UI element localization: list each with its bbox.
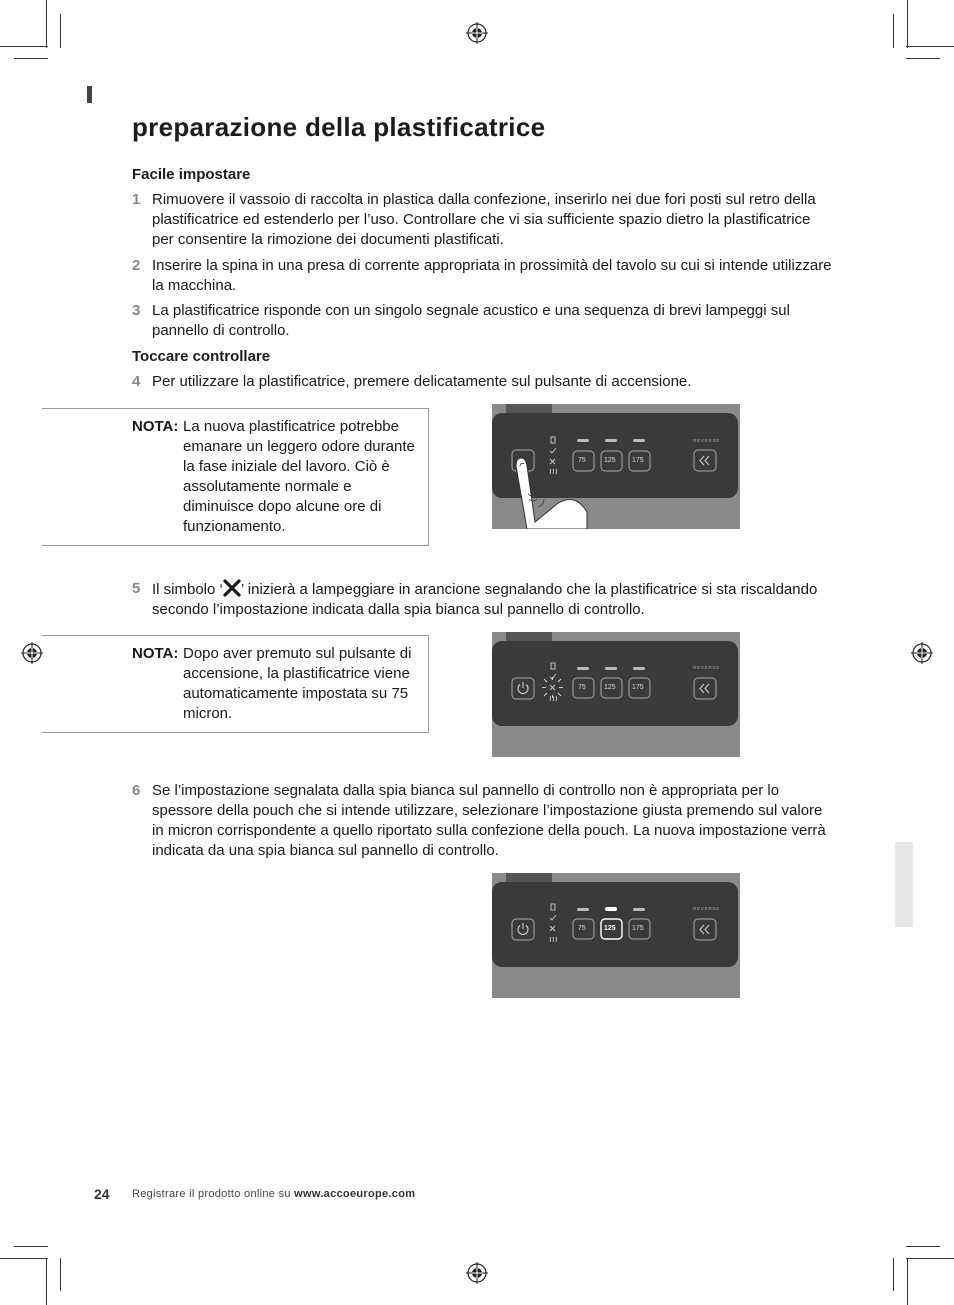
crop-mark xyxy=(906,1258,954,1259)
crop-mark xyxy=(46,1258,47,1305)
step-text: La plastificatrice risponde con un singolo segnale acustico e una sequenza di brevi lampeggi sul pannello di controllo. xyxy=(152,302,790,339)
note-label: NOTA: xyxy=(132,645,179,662)
laminator-slot xyxy=(506,632,552,641)
note-text: La nuova plastificatrice potrebbe emanare un leggero odore durante la fase iniziale del lavoro. Ciò è assolutamente normale e diminuisce dopo alcune ore di funzionamento. xyxy=(183,418,415,535)
crop-mark xyxy=(893,14,894,48)
step-number: 4 xyxy=(132,373,141,390)
crop-mark xyxy=(907,1258,908,1305)
crop-mark xyxy=(906,46,954,47)
step-text-part: ’ inizierà a lampeggiare in arancione segnalando che la plastificatrice si sta riscaldando secondo l’impostazione indicata dalla spia bianca sul pannello di controllo. xyxy=(152,581,818,618)
note-label: NOTA: xyxy=(132,418,179,435)
step-text: Per utilizzare la plastificatrice, premere delicatamente sul pulsante di accensione. xyxy=(152,373,692,390)
crop-mark xyxy=(14,58,48,59)
control-panel-illustration xyxy=(492,404,740,529)
note-box xyxy=(42,408,429,546)
crop-mark xyxy=(893,1258,894,1291)
control-panel-illustration xyxy=(492,873,740,998)
registration-mark-icon xyxy=(911,642,933,664)
section-heading-touch: Toccare controllare xyxy=(132,348,271,365)
section-heading-setup: Facile impostare xyxy=(132,166,251,183)
step-text-part: Il simbolo ‘ xyxy=(152,581,223,598)
step-number: 3 xyxy=(132,302,141,319)
step-number: 2 xyxy=(132,257,141,274)
step-6 xyxy=(132,781,832,861)
step-number: 1 xyxy=(132,191,141,208)
crop-mark xyxy=(60,1258,61,1291)
step-number: 5 xyxy=(132,580,141,597)
indicator-leds xyxy=(577,667,645,670)
step-1 xyxy=(132,190,832,250)
micron-75-label: 75 xyxy=(578,684,586,691)
micron-125-label: 125 xyxy=(604,684,616,691)
step-2 xyxy=(132,256,832,296)
footer-url-link[interactable]: www.accoeurope.com xyxy=(294,1188,416,1200)
laminator-slot xyxy=(506,404,552,413)
page-number: 24 xyxy=(94,1186,110,1202)
micron-175-label: 175 xyxy=(632,457,644,464)
language-tab-marker xyxy=(87,86,92,103)
crop-mark xyxy=(0,1258,48,1259)
micron-125-label: 125 xyxy=(604,925,616,932)
heating-x-icon xyxy=(223,579,241,597)
step-text: Rimuovere il vassoio di raccolta in plastica dalla confezione, inserirlo nei due fori posti sul retro della plastificatrice ed estenderlo per l’uso. Controllare che vi sia sufficiente spazio dietro la plastificatrice per consentire la rimozione dei documenti plastificati. xyxy=(152,191,816,248)
step-5 xyxy=(132,579,832,619)
micron-75-label: 75 xyxy=(578,457,586,464)
control-panel-illustration xyxy=(492,632,740,757)
step-text: Se l’impostazione segnalata dalla spia bianca sul pannello di controllo non è appropriata per lo spessore della pouch che si intende utilizzare, selezionare l’impostazione giusta premendo sul valore in micron corrispondente a quello riportato sulla confezione della pouch. La nuova impostazione verrà indicata da una spia bianca sul pannello di controllo. xyxy=(152,782,826,859)
reverse-label: REVERSE xyxy=(693,906,721,911)
indicator-leds xyxy=(577,439,645,442)
crop-mark xyxy=(60,14,61,48)
crop-mark xyxy=(14,1246,48,1247)
registration-mark-icon xyxy=(466,22,488,44)
step-text: Inserire la spina in una presa di corrente appropriata in prossimità del tavolo su cui si intende utilizzare la macchina. xyxy=(152,257,832,294)
micron-175-label: 175 xyxy=(632,925,644,932)
registration-mark-icon xyxy=(21,642,43,664)
micron-175-label: 175 xyxy=(632,684,644,691)
step-text xyxy=(152,579,832,620)
micron-75-label: 75 xyxy=(578,925,586,932)
crop-mark xyxy=(906,58,940,59)
footer-text-label: Registrare il prodotto online su xyxy=(132,1188,295,1200)
footer-text xyxy=(132,1188,415,1200)
registration-mark-icon xyxy=(466,1262,488,1284)
crop-mark xyxy=(46,0,47,48)
micron-125-label: 125 xyxy=(604,457,616,464)
reverse-label: REVERSE xyxy=(693,438,721,443)
step-4 xyxy=(132,372,832,392)
note-box xyxy=(42,635,429,733)
crop-mark xyxy=(907,0,908,48)
laminator-slot xyxy=(506,873,552,882)
note-text: Dopo aver premuto sul pulsante di accensione, la plastificatrice viene automaticamente impostata su 75 micron. xyxy=(183,645,412,722)
reverse-label: REVERSE xyxy=(693,665,721,670)
crop-mark xyxy=(0,46,48,47)
crop-mark xyxy=(906,1246,940,1247)
step-3 xyxy=(132,301,832,341)
side-tab xyxy=(895,842,913,927)
page-title: preparazione della plastificatrice xyxy=(132,112,546,142)
step-number: 6 xyxy=(132,782,141,799)
